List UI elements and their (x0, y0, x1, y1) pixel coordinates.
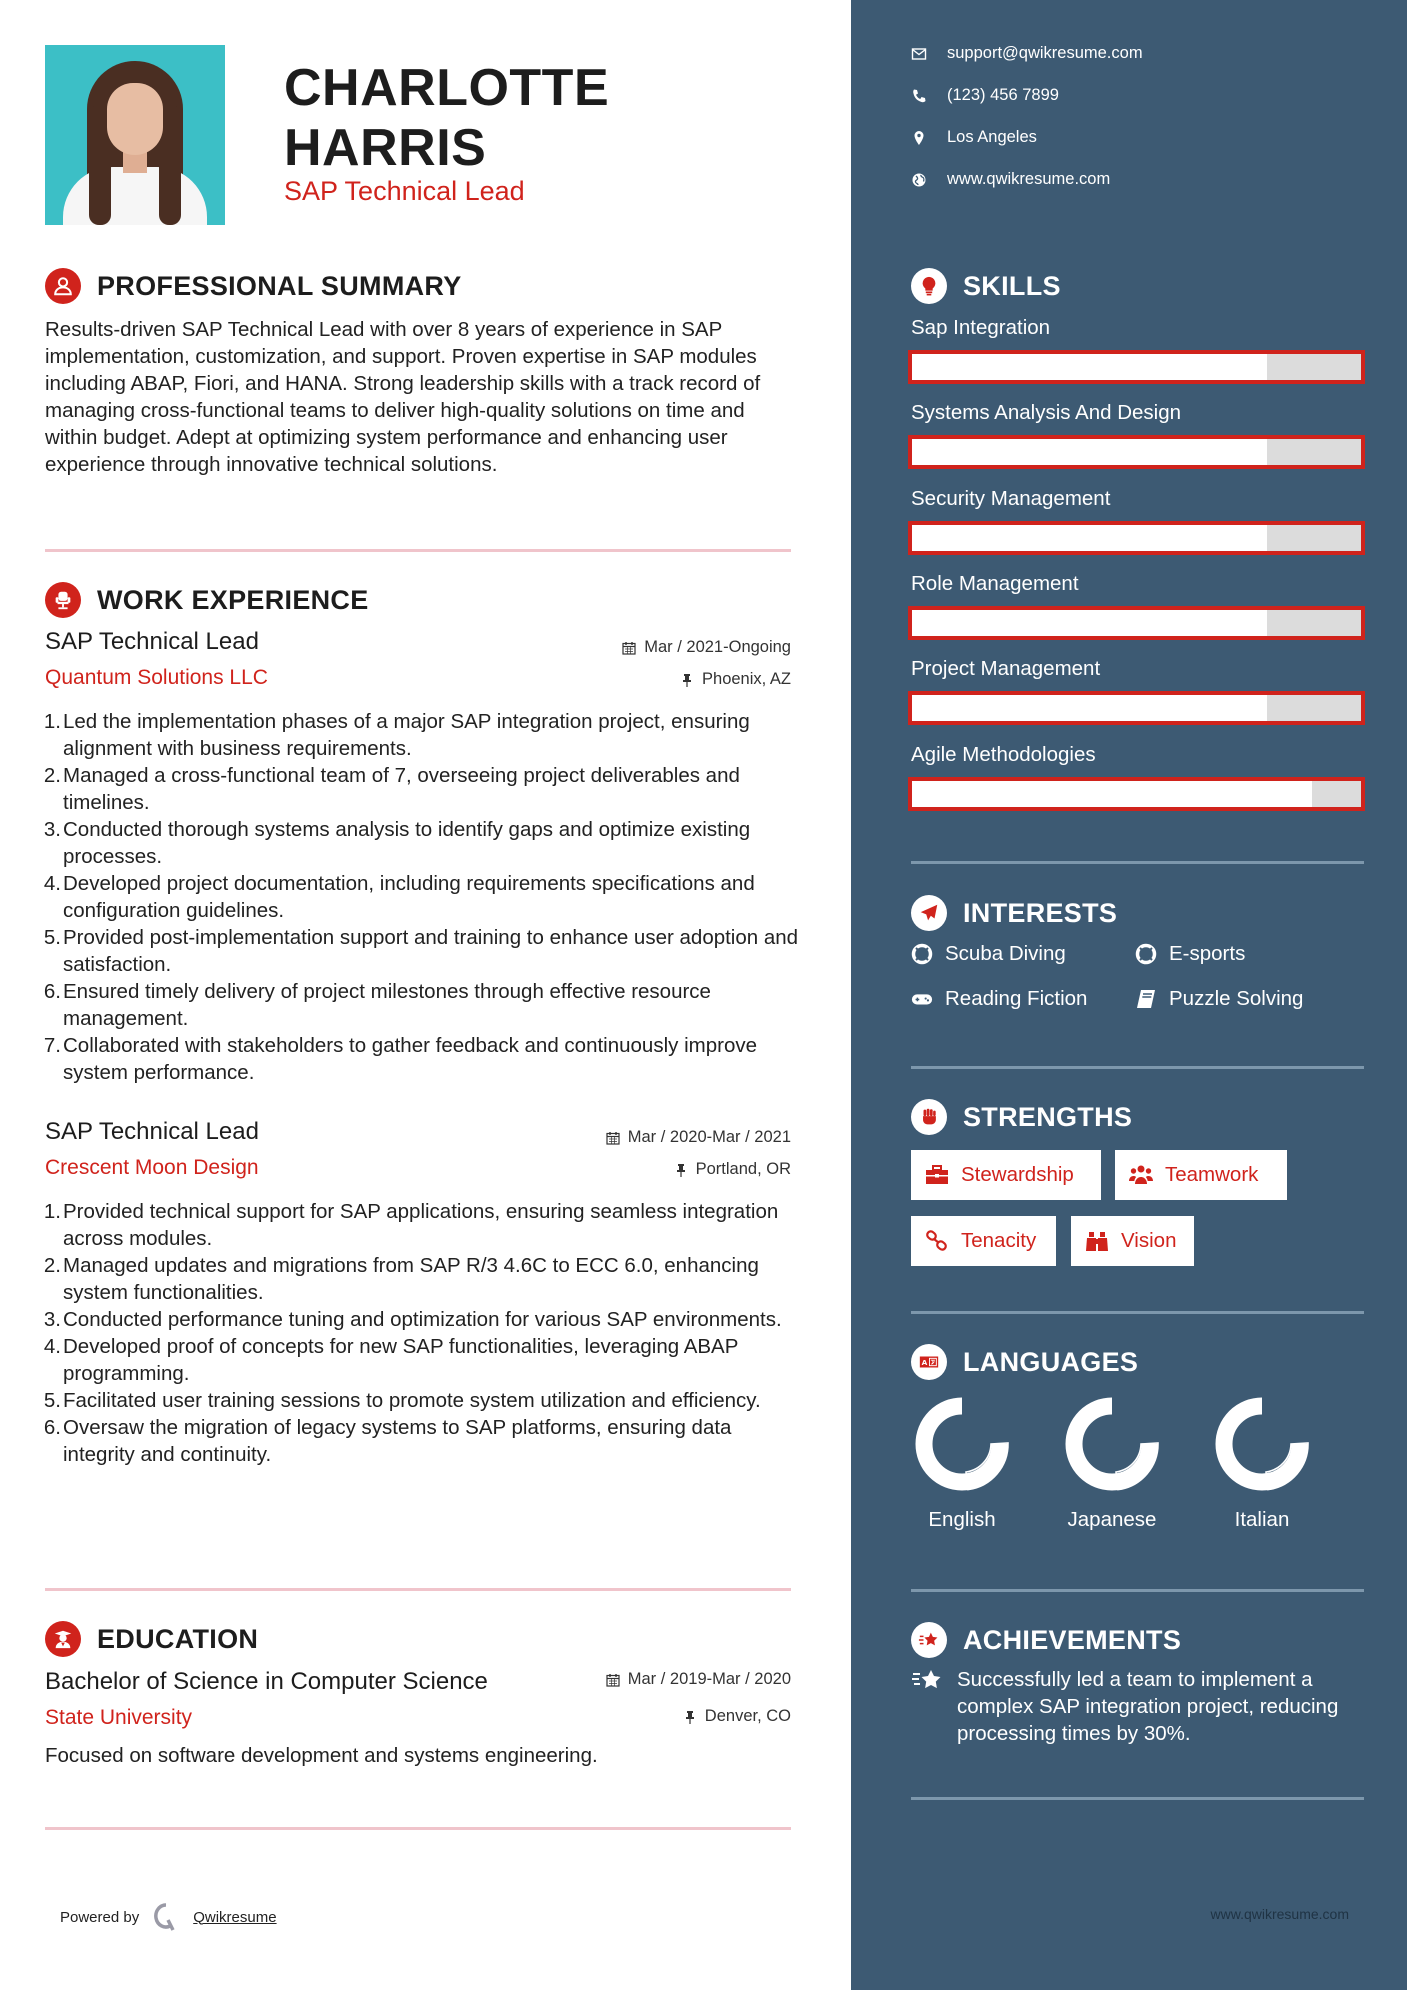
list-item: 6. Oversaw the migration of legacy systems to SAP platforms, ensuring data integrity and continuity. (43, 1416, 732, 1466)
candidate-title: SAP Technical Lead (284, 176, 525, 206)
job-responsibilities (45, 1198, 805, 1468)
contact-location: Los Angeles (911, 128, 1037, 147)
binoculars-icon (1085, 1230, 1109, 1252)
name-first: CHARLOTTE (284, 59, 610, 117)
gamepad-icon (911, 988, 933, 1010)
job-role: SAP Technical Lead (45, 628, 259, 655)
globe-icon (911, 172, 927, 188)
list-item: 4. Developed project documentation, including requirements specifications and configuration guidelines. (43, 872, 755, 922)
job-location: Phoenix, AZ (680, 670, 791, 689)
pin-icon (680, 673, 694, 687)
degree: Bachelor of Science in Computer Science (45, 1668, 488, 1695)
fist-icon (911, 1099, 947, 1135)
skill-label: Systems Analysis And Design (911, 401, 1182, 424)
book-icon (1135, 988, 1157, 1010)
list-item: 5. Facilitated user training sessions to promote system utilization and efficiency. (43, 1389, 761, 1412)
life-ring-icon (911, 943, 933, 965)
envelope-icon (911, 46, 927, 62)
section-divider (911, 1066, 1364, 1069)
shooting-star-icon (911, 1622, 947, 1658)
users-icon (1129, 1164, 1153, 1186)
job-company: Crescent Moon Design (45, 1156, 259, 1179)
profile-photo (45, 45, 225, 225)
section-divider (45, 1588, 791, 1591)
section-divider (911, 1311, 1364, 1314)
calendar-icon (606, 1131, 620, 1145)
education-heading: EDUCATION (45, 1621, 258, 1657)
list-item: 2. Managed updates and migrations from SAP R/3 4.6C to ECC 6.0, enhancing system functionalities. (43, 1254, 759, 1304)
contact-phone: (123) 456 7899 (911, 86, 1059, 105)
job-dates: Mar / 2020-Mar / 2021 (606, 1128, 791, 1147)
footer-website[interactable]: www.qwikresume.com (1210, 1906, 1349, 1922)
name-last: HARRIS (284, 119, 487, 177)
calendar-icon (606, 1673, 620, 1687)
skill-bar (908, 521, 1365, 555)
qwikresume-link[interactable]: Qwikresume (193, 1908, 277, 1926)
skill-label: Role Management (911, 572, 1079, 595)
skill-label: Agile Methodologies (911, 743, 1096, 766)
list-item: 3. Conducted thorough systems analysis to identify gaps and optimize existing processes. (43, 818, 751, 868)
skill-bar-fill (912, 781, 1312, 807)
section-divider (911, 1589, 1364, 1592)
skill-bar (908, 606, 1365, 640)
strength-chip: Stewardship (911, 1150, 1101, 1200)
skill-bar (908, 691, 1365, 725)
list-item: 7. Collaborated with stakeholders to gather feedback and continuously improve system performance. (43, 1034, 757, 1084)
contact-email: support@qwikresume.com (911, 44, 1143, 63)
language-item: English (907, 1396, 1017, 1532)
contact-website: www.qwikresume.com (911, 170, 1110, 189)
user-icon (45, 268, 81, 304)
job-dates: Mar / 2021-Ongoing (622, 638, 791, 657)
shooting-star-icon (911, 1666, 943, 1694)
skill-bar-fill (912, 439, 1267, 465)
list-item: 1. Provided technical support for SAP applications, ensuring seamless integration across modules. (43, 1200, 779, 1250)
pin-icon (674, 1163, 688, 1177)
section-divider (911, 861, 1364, 864)
achievement-item: Successfully led a team to implement a complex SAP integration project, reducing processing times by 30%. (911, 1666, 1357, 1747)
interest-item: Reading Fiction (911, 987, 1087, 1011)
skill-label: Security Management (911, 487, 1111, 510)
education-dates: Mar / 2019-Mar / 2020 (606, 1670, 791, 1689)
job-location: Portland, OR (674, 1160, 791, 1179)
skill-bar-fill (912, 354, 1267, 380)
skill-bar (908, 777, 1365, 811)
section-divider (911, 1797, 1364, 1800)
experience-heading: WORK EXPERIENCE (45, 582, 369, 618)
qwikresume-logo-icon (153, 1902, 179, 1932)
skill-label: Sap Integration (911, 316, 1051, 339)
strength-chip: Tenacity (911, 1216, 1056, 1266)
graduate-icon (45, 1621, 81, 1657)
job-responsibilities (45, 708, 805, 1086)
languages-heading: A LANGUAGES (911, 1344, 1138, 1380)
sidebar (851, 0, 1407, 1990)
skill-bar (908, 435, 1365, 469)
summary-heading: PROFESSIONAL SUMMARY (45, 268, 462, 304)
skill-bar (908, 350, 1365, 384)
powered-by: Powered by Qwikresume (60, 1902, 277, 1932)
skill-bar-fill (912, 610, 1267, 636)
list-item: 2. Managed a cross-functional team of 7, overseeing project deliverables and timelines. (43, 764, 740, 814)
life-ring-icon (1135, 943, 1157, 965)
svg-text:A: A (921, 1358, 928, 1368)
language-item: Japanese (1057, 1396, 1167, 1532)
language-ring (1064, 1396, 1160, 1492)
skill-bar-fill (912, 695, 1267, 721)
language-ring (914, 1396, 1010, 1492)
list-item: 5. Provided post-implementation support and training to enhance user adoption and satisfaction. (43, 926, 799, 976)
list-item: 3. Conducted performance tuning and optimization for various SAP environments. (43, 1308, 782, 1331)
briefcase-icon (925, 1164, 949, 1186)
section-divider (45, 1827, 791, 1830)
strength-chip: Teamwork (1115, 1150, 1287, 1200)
calendar-icon (622, 641, 636, 655)
interest-item: Puzzle Solving (1135, 987, 1303, 1011)
school: State University (45, 1706, 193, 1729)
pin-icon (683, 1710, 697, 1724)
education-description: Focused on software development and systems engineering. (45, 1744, 598, 1767)
summary-text: Results-driven SAP Technical Lead with over 8 years of experience in SAP implementation, customization, and support. Proven expertise in SAP modules including ABAP, Fiori, and HANA. Strong leadership skills with a track record of managing cross-functional teams to deliver high-quality solutions on time and within budget. Adept at optimizing system performance and enhancing user experience through innovative technical solutions. (45, 318, 761, 476)
language-ring (1214, 1396, 1310, 1492)
lightbulb-icon (911, 268, 947, 304)
chair-icon (45, 582, 81, 618)
chain-link-icon (925, 1230, 949, 1252)
job-company: Quantum Solutions LLC (45, 666, 268, 689)
translate-icon (911, 1344, 947, 1380)
interest-item: E-sports (1135, 942, 1245, 966)
list-item: 6. Ensured timely delivery of project milestones through effective resource management. (43, 980, 711, 1030)
strengths-heading: STRENGTHS (911, 1099, 1132, 1135)
language-item: Italian (1207, 1396, 1317, 1532)
phone-icon (911, 88, 927, 104)
achievements-heading: ACHIEVEMENTS (911, 1622, 1181, 1658)
skills-heading: SKILLS (911, 268, 1061, 304)
skill-bar-fill (912, 525, 1267, 551)
map-marker-icon (911, 130, 927, 146)
interests-heading: INTERESTS (911, 895, 1117, 931)
job-role: SAP Technical Lead (45, 1118, 259, 1145)
strength-chip: Vision (1071, 1216, 1194, 1266)
education-location: Denver, CO (683, 1707, 791, 1726)
candidate-name (284, 58, 609, 178)
skill-label: Project Management (911, 657, 1101, 680)
list-item: 4. Developed proof of concepts for new SAP functionalities, leveraging ABAP programming. (43, 1335, 739, 1385)
list-item: 1. Led the implementation phases of a major SAP integration project, ensuring alignment with business requirements. (43, 710, 750, 760)
section-divider (45, 549, 791, 552)
paper-plane-icon (911, 895, 947, 931)
interest-item: Scuba Diving (911, 942, 1066, 966)
